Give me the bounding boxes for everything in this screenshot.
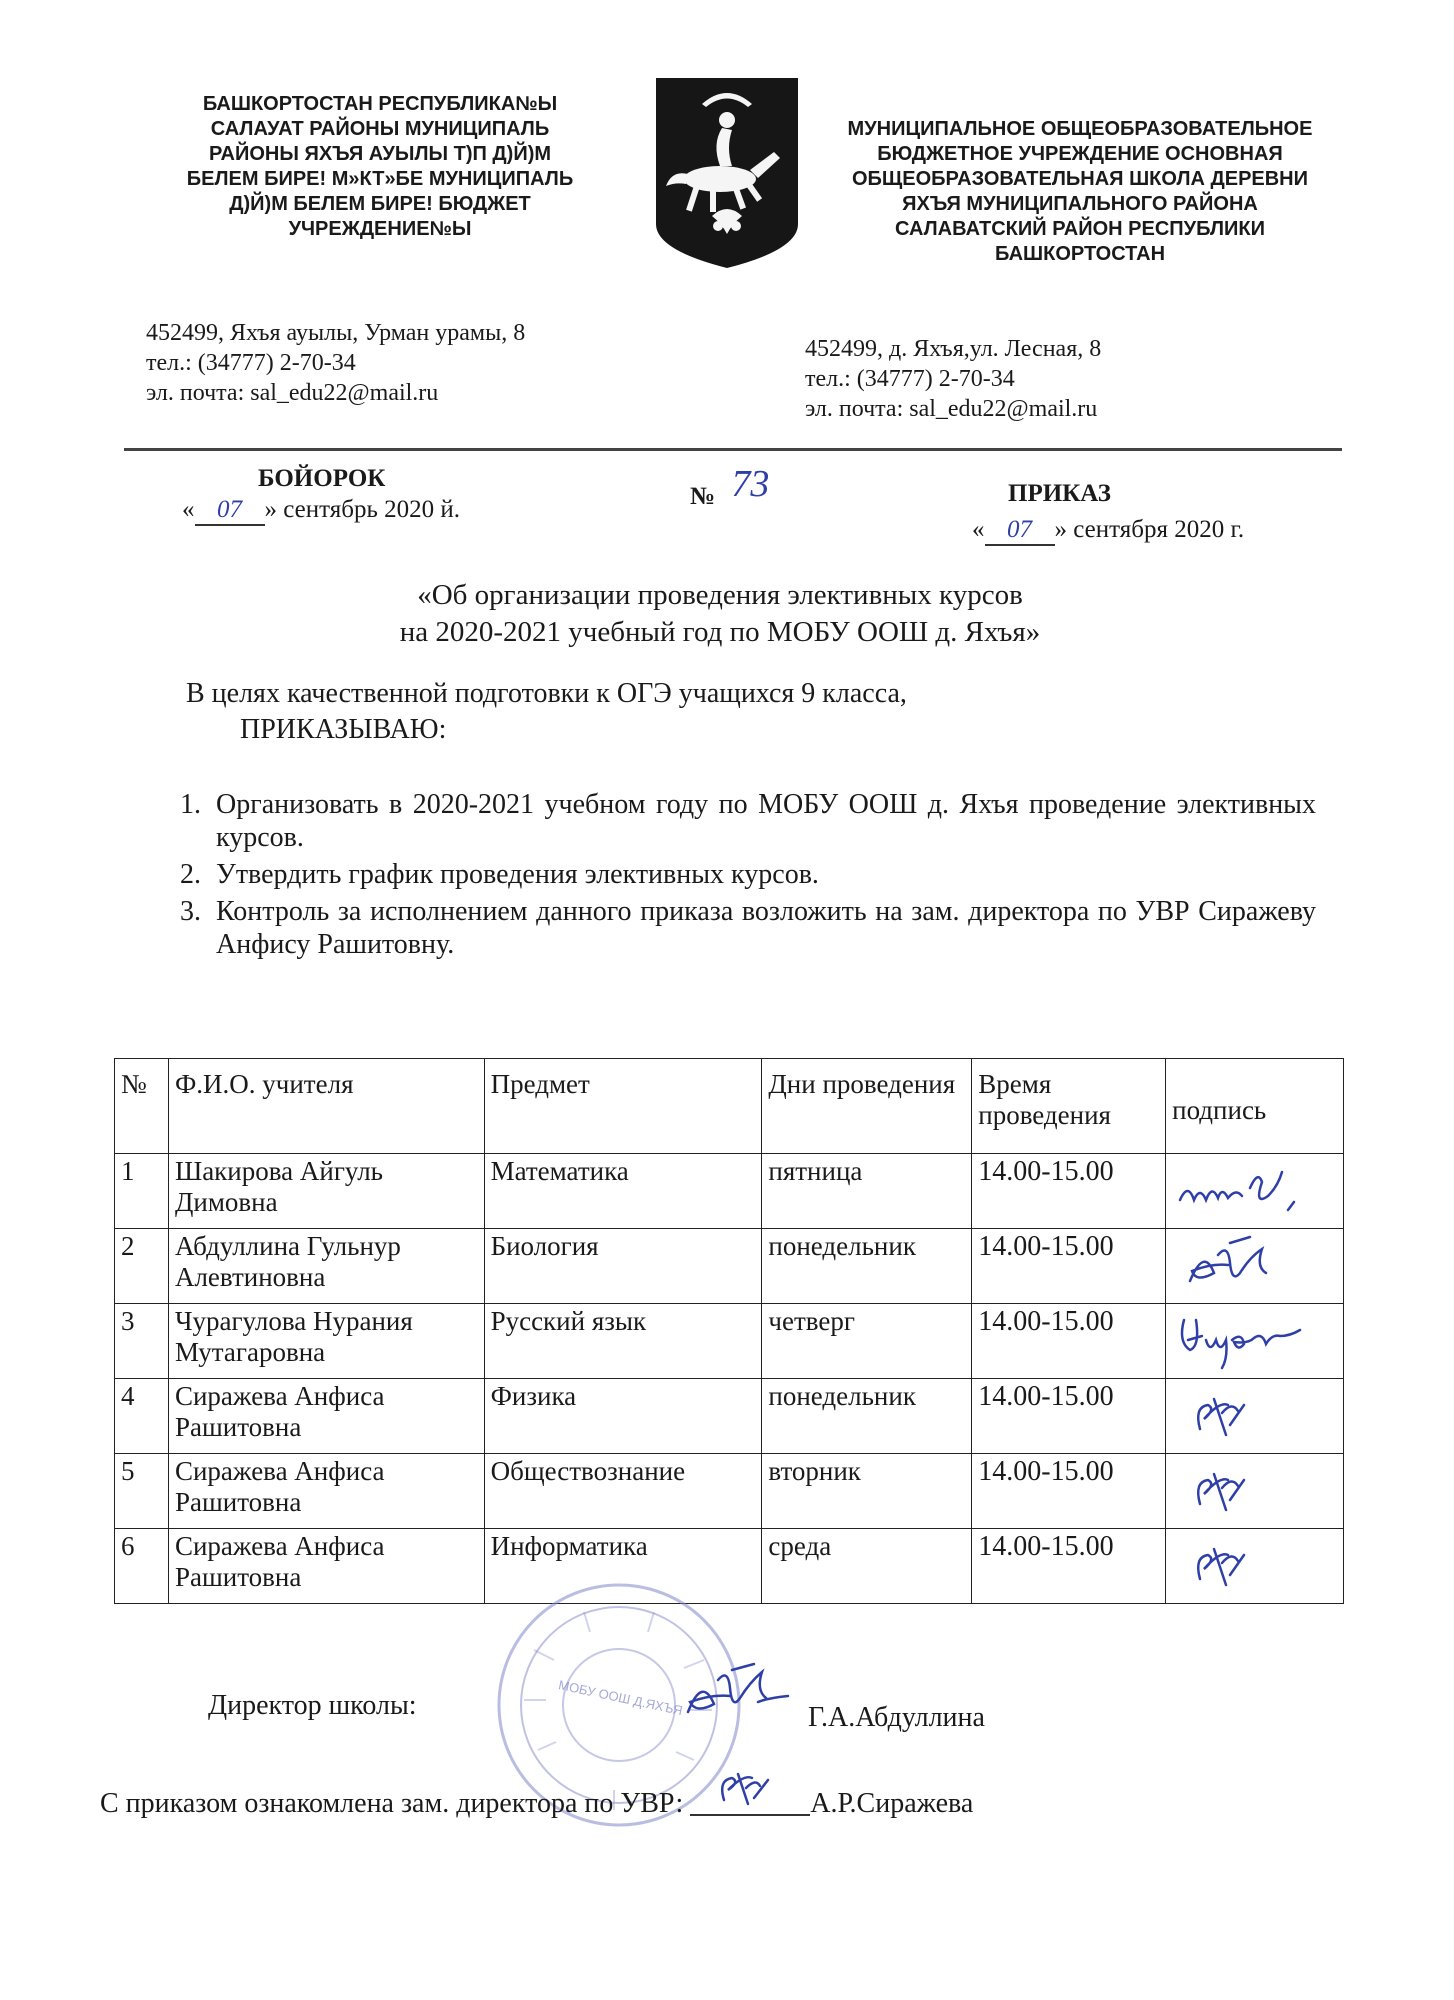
- director-signature-icon: [668, 1662, 808, 1731]
- phone-line: тел.: (34777) 2-70-34: [146, 350, 356, 376]
- header-left-line: Д)Й)М БЕЛЕМ БИРЕ! БЮДЖЕТ: [229, 193, 531, 215]
- header-left-line: РАЙОНЫ ЯХЪЯ АУЫЛЫ Т)П Д)Й)М: [208, 143, 552, 165]
- signature-cell: [1166, 1304, 1344, 1379]
- row-number: 6: [115, 1529, 169, 1604]
- acquaint-name: А.Р.Сиражева: [810, 1788, 974, 1819]
- signature-cell: [1166, 1379, 1344, 1454]
- signature-icon: [1170, 1160, 1320, 1220]
- russian-order-date: [972, 516, 1244, 546]
- subject: Обществознание: [484, 1454, 762, 1529]
- time: 14.00-15.00: [972, 1229, 1166, 1304]
- email-line: эл. почта: sal_edu22@mail.ru: [805, 396, 1098, 422]
- subject: Математика: [484, 1154, 762, 1229]
- row-number: 4: [115, 1379, 169, 1454]
- schedule-table: [114, 1058, 1344, 1604]
- signature-cell: [1166, 1229, 1344, 1304]
- header-right-line: МУНИЦИПАЛЬНОЕ ОБЩЕОБРАЗОВАТЕЛЬНОЕ: [847, 118, 1313, 140]
- order-day-handwritten: 07: [217, 496, 242, 523]
- date-quote-open: «: [972, 516, 985, 543]
- date-quote-open: «: [182, 496, 195, 523]
- day: среда: [762, 1529, 972, 1604]
- header-right-line: БЮДЖЕТНОЕ УЧРЕЖДЕНИЕ ОСНОВНАЯ: [877, 143, 1283, 165]
- director-name: Г.А.Абдуллина: [808, 1702, 985, 1733]
- signature-icon: [1170, 1535, 1290, 1591]
- time: 14.00-15.00: [972, 1454, 1166, 1529]
- header-right-line: БАШКОРТОСТАН: [994, 243, 1166, 265]
- header-left-line: УЧРЕЖДЕНИЕ№Ы: [288, 218, 472, 240]
- subject: Информатика: [484, 1529, 762, 1604]
- teacher-name: Сиражева Анфиса Рашитовна: [168, 1379, 484, 1454]
- row-number: 1: [115, 1154, 169, 1229]
- date-rest: » сентябрь 2020 й.: [264, 496, 460, 523]
- row-number: 5: [115, 1454, 169, 1529]
- address-line: 452499, д. Яхъя,ул. Лесная, 8: [805, 336, 1102, 362]
- signature-cell: [1166, 1529, 1344, 1604]
- acquaint-label: С приказом ознакомлена зам. директора по УВР:: [100, 1788, 684, 1819]
- header-divider: [124, 448, 1342, 451]
- time: 14.00-15.00: [972, 1304, 1166, 1379]
- signature-icon: [1170, 1235, 1320, 1297]
- order-day-handwritten: 07: [1007, 516, 1032, 543]
- day: понедельник: [762, 1229, 972, 1304]
- day: пятница: [762, 1154, 972, 1229]
- row-number: 2: [115, 1229, 169, 1304]
- table-row: [115, 1304, 1344, 1379]
- row-number: 3: [115, 1304, 169, 1379]
- signature-icon: [1170, 1460, 1290, 1516]
- header-left-line: БАШКОРТОСТАН РЕСПУБЛИКА№Ы: [202, 93, 558, 115]
- address-line: 452499, Яхъя ауылы, Урман урамы, 8: [146, 320, 526, 346]
- directive: ПРИКАЗЫВАЮ:: [240, 714, 447, 745]
- acquaint-signature-line: [690, 1784, 810, 1816]
- title-line: на 2020-2021 учебный год по МОБУ ООШ д. Яхъя»: [399, 616, 1041, 648]
- time: 14.00-15.00: [972, 1379, 1166, 1454]
- teacher-name: Абдуллина Гульнур Алевтиновна: [168, 1229, 484, 1304]
- russian-order-word: ПРИКАЗ: [1008, 480, 1111, 507]
- column-header: подпись: [1166, 1059, 1344, 1154]
- time: 14.00-15.00: [972, 1529, 1166, 1604]
- column-header: Предмет: [484, 1059, 762, 1154]
- table-row: [115, 1154, 1344, 1229]
- column-header: Ф.И.О. учителя: [168, 1059, 484, 1154]
- left-address: [146, 318, 525, 408]
- director-label: Директор школы:: [208, 1690, 417, 1721]
- order-number: [690, 463, 770, 514]
- subject: Биология: [484, 1229, 762, 1304]
- number-sign: №: [690, 483, 716, 510]
- bashkir-order-word: БОЙОРОК: [258, 465, 386, 492]
- subject: Русский язык: [484, 1304, 762, 1379]
- title-line: «Об организации проведения элективных курсов: [417, 579, 1023, 611]
- table-row: [115, 1229, 1344, 1304]
- header-right-line: САЛАВАТСКИЙ РАЙОН РЕСПУБЛИКИ: [895, 218, 1265, 240]
- order-title: [240, 577, 1200, 651]
- table-row: [115, 1379, 1344, 1454]
- signature-icon: [1170, 1385, 1290, 1441]
- phone-line: тел.: (34777) 2-70-34: [805, 366, 1015, 392]
- list-item: 3. Контроль за исполнением данного приказа возложить на зам. директора по УВР Сиражеву Анфису Рашитовну.: [180, 896, 1316, 960]
- signature-cell: [1166, 1454, 1344, 1529]
- day: вторник: [762, 1454, 972, 1529]
- header-left-org: [170, 92, 590, 242]
- list-item: 2. Утвердить график проведения элективных курсов.: [180, 859, 819, 890]
- signature-icon: [1170, 1310, 1330, 1374]
- acquaint-signature-icon: [706, 1766, 796, 1810]
- day: четверг: [762, 1304, 972, 1379]
- preamble: В целях качественной подготовки к ОГЭ учащихся 9 класса,: [186, 678, 907, 709]
- header-left-line: БЕЛЕМ БИРЕ! М»КТ»БЕ МУНИЦИПАЛЬ: [186, 168, 574, 190]
- email-line: эл. почта: sal_edu22@mail.ru: [146, 380, 439, 406]
- signature-cell: [1166, 1154, 1344, 1229]
- teacher-name: Сиражева Анфиса Рашитовна: [168, 1529, 484, 1604]
- teacher-name: Сиражева Анфиса Рашитовна: [168, 1454, 484, 1529]
- order-items: [180, 788, 1316, 965]
- column-header: Дни проведения: [762, 1059, 972, 1154]
- header-left-line: САЛАУАТ РАЙОНЫ МУНИЦИПАЛЬ: [210, 118, 550, 140]
- bashkir-order-date: [182, 496, 460, 526]
- date-rest: » сентября 2020 г.: [1054, 516, 1245, 543]
- table-row: [115, 1454, 1344, 1529]
- right-address: [805, 334, 1101, 424]
- teacher-name: Шакирова Айгуль Димовна: [168, 1154, 484, 1229]
- day: понедельник: [762, 1379, 972, 1454]
- header-right-org: [820, 117, 1340, 267]
- column-header: Время проведения: [972, 1059, 1166, 1154]
- list-item: 1. Организовать в 2020-2021 учебном году по МОБУ ООШ д. Яхъя проведение элективных курсов.: [180, 789, 1316, 853]
- stamp-text: МОБУ ООШ Д.ЯХЪЯ: [557, 1677, 684, 1719]
- column-header: №: [115, 1059, 169, 1154]
- coat-of-arms-icon: [652, 74, 802, 270]
- header-right-line: ОБЩЕОБРАЗОВАТЕЛЬНАЯ ШКОЛА ДЕРЕВНИ: [851, 168, 1309, 190]
- teacher-name: Чурагулова Нурания Мутагаровна: [168, 1304, 484, 1379]
- time: 14.00-15.00: [972, 1154, 1166, 1229]
- header-right-line: ЯХЪЯ МУНИЦИПАЛЬНОГО РАЙОНА: [902, 193, 1258, 215]
- subject: Физика: [484, 1379, 762, 1454]
- order-number-handwritten: 73: [731, 463, 770, 505]
- table-header-row: [115, 1059, 1344, 1154]
- acquaint-line: [100, 1780, 973, 1822]
